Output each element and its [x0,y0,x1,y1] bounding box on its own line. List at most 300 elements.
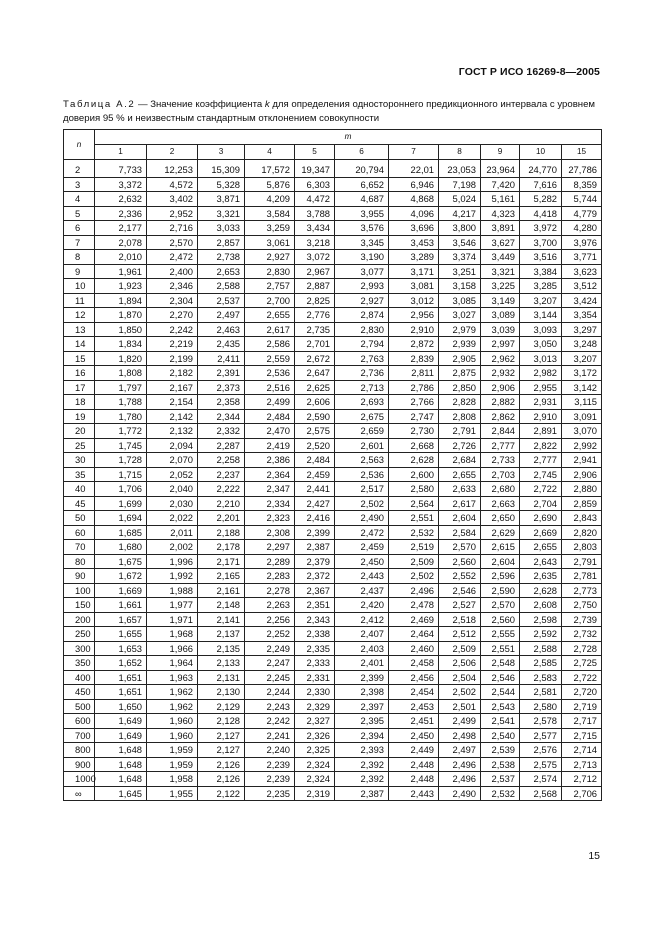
table-cell: 1,699 [95,496,147,511]
m-value-header: 15 [562,145,602,160]
table-cell: 2,781 [562,569,602,584]
table-cell: 2,586 [245,337,295,352]
table-row [64,772,602,787]
table-cell: 2,141 [198,612,245,627]
table-cell: 2,862 [481,409,520,424]
table-cell: 2,628 [520,583,562,598]
table-cell: 3,976 [562,235,602,250]
table-cell: 4,572 [147,177,198,192]
table-cell: 2,532 [389,525,439,540]
table-cell: 2,850 [439,380,481,395]
table-cell: 2,575 [520,757,562,772]
table-caption-k: k [264,99,270,110]
table-cell: 3,142 [562,380,602,395]
table-cell: 2,791 [439,424,481,439]
table-cell: 2,367 [295,583,335,598]
table-cell: 2,242 [147,322,198,337]
table-row [64,612,602,627]
table-row [64,496,602,511]
table-cell: 2,506 [439,656,481,671]
table-cell: 2,747 [389,409,439,424]
table-cell: 2,825 [295,293,335,308]
m-value-header: 8 [439,145,481,160]
table-cell: 2,690 [520,511,562,526]
table-cell: 2,647 [295,366,335,381]
table-cell: 2,650 [481,511,520,526]
table-cell: 5,328 [198,177,245,192]
table-cell: 2,693 [335,395,389,410]
table-cell: 2,580 [389,482,439,497]
row-n-value: 19 [64,409,95,424]
table-row [64,743,602,758]
table-cell: 2,910 [389,322,439,337]
table-cell: 2,655 [439,467,481,482]
table-cell: 3,453 [389,235,439,250]
table-cell: 2,570 [147,235,198,250]
table-cell: 2,882 [481,395,520,410]
table-cell: 2,135 [198,641,245,656]
table-cell: 2,171 [198,554,245,569]
table-cell: 4,472 [295,192,335,207]
table-cell: 17,572 [245,160,295,178]
row-n-value: 1000 [64,772,95,787]
row-n-value: 200 [64,612,95,627]
row-n-value: 25 [64,438,95,453]
table-row [64,583,602,598]
table-cell: 2,516 [245,380,295,395]
table-cell: 5,024 [439,192,481,207]
table-cell: 2,575 [295,424,335,439]
m-value-header: 6 [335,145,389,160]
table-cell: 1,797 [95,380,147,395]
table-cell: 3,081 [389,279,439,294]
row-n-value: 2 [64,160,95,178]
table-row [64,641,602,656]
table-cell: 1,894 [95,293,147,308]
row-n-value: 14 [64,337,95,352]
table-cell: 2,242 [245,714,295,729]
table-cell: 2,387 [335,786,389,801]
table-cell: 2,518 [439,612,481,627]
table-cell: 2,763 [335,351,389,366]
table-cell: 2,927 [245,250,295,265]
table-cell: 2,400 [147,264,198,279]
table-cell: 2,811 [389,366,439,381]
table-cell: 3,050 [520,337,562,352]
row-n-value: 400 [64,670,95,685]
table-cell: 2,040 [147,482,198,497]
table-cell: 2,722 [520,482,562,497]
table-cell: 2,675 [335,409,389,424]
table-row [64,264,602,279]
table-cell: 2,127 [198,743,245,758]
table-cell: 2,399 [335,670,389,685]
table-cell: 2,472 [147,250,198,265]
table-cell: 2,859 [562,496,602,511]
row-n-value: 12 [64,308,95,323]
table-cell: 3,424 [562,293,602,308]
table-cell: 2,830 [335,322,389,337]
table-cell: 2,730 [389,424,439,439]
table-cell: 24,770 [520,160,562,178]
table-cell: 2,844 [481,424,520,439]
table-cell: 2,745 [520,467,562,482]
table-cell: 2,130 [198,685,245,700]
row-n-value: 350 [64,656,95,671]
table-cell: 2,982 [520,366,562,381]
table-cell: 2,739 [562,612,602,627]
table-cell: 2,392 [335,757,389,772]
table-cell: 2,372 [295,569,335,584]
table-cell: 2,663 [481,496,520,511]
table-cell: 2,278 [245,583,295,598]
table-cell: 8,359 [562,177,602,192]
table-cell: 2,324 [295,757,335,772]
table-row [64,192,602,207]
table-cell: 2,379 [295,554,335,569]
table-cell: 3,384 [520,264,562,279]
table-cell: 2,240 [245,743,295,758]
table-cell: 1,958 [147,772,198,787]
table-cell: 2,126 [198,757,245,772]
table-cell: 3,093 [520,322,562,337]
table-cell: 3,248 [562,337,602,352]
table-cell: 2,336 [95,206,147,221]
table-cell: 1,653 [95,641,147,656]
table-cell: 2,875 [439,366,481,381]
table-cell: 2,777 [520,453,562,468]
table-cell: 2,633 [439,482,481,497]
table-cell: 2,490 [439,786,481,801]
row-n-value: 4 [64,192,95,207]
table-cell: 2,580 [520,699,562,714]
table-row [64,786,602,801]
table-cell: 1,959 [147,743,198,758]
row-n-value: 3 [64,177,95,192]
table-row [64,757,602,772]
table-cell: 1,850 [95,322,147,337]
table-cell: 2,241 [245,728,295,743]
table-cell: 2,070 [147,453,198,468]
table-cell: 2,843 [562,511,602,526]
table-cell: 2,464 [389,627,439,642]
table-cell: 4,217 [439,206,481,221]
row-n-value: 10 [64,279,95,294]
table-cell: 2,536 [335,467,389,482]
table-cell: 2,773 [562,583,602,598]
table-cell: 1,963 [147,670,198,685]
table-cell: 2,443 [389,786,439,801]
table-cell: 1,649 [95,728,147,743]
table-cell: 2,326 [295,728,335,743]
table-cell: 2,962 [481,351,520,366]
table-cell: 2,450 [335,554,389,569]
table-cell: 2,347 [245,482,295,497]
table-cell: 1,652 [95,656,147,671]
table-cell: 2,472 [335,525,389,540]
table-cell: 3,085 [439,293,481,308]
table-cell: 1,960 [147,728,198,743]
table-cell: 2,544 [481,685,520,700]
row-n-value: 800 [64,743,95,758]
table-cell: 12,253 [147,160,198,178]
table-row [64,293,602,308]
table-cell: 4,096 [389,206,439,221]
table-cell: 2,786 [389,380,439,395]
table-cell: 2,932 [481,366,520,381]
table-cell: 1,780 [95,409,147,424]
table-cell: 6,652 [335,177,389,192]
table-cell: 2,732 [562,627,602,642]
table-cell: 2,502 [389,569,439,584]
table-cell: 2,478 [389,598,439,613]
table-cell: 1,960 [147,714,198,729]
table-cell: 2,148 [198,598,245,613]
table-caption [63,98,603,126]
table-cell: 2,201 [198,511,245,526]
table-cell: 1,680 [95,540,147,555]
table-cell: 2,460 [389,641,439,656]
table-cell: 4,209 [245,192,295,207]
table-cell: 2,188 [198,525,245,540]
table-cell: 2,399 [295,525,335,540]
table-row [64,160,602,178]
table-row [64,467,602,482]
table-row [64,656,602,671]
table-cell: 2,335 [295,641,335,656]
table-cell: 2,736 [335,366,389,381]
table-cell: 2,243 [245,699,295,714]
table-caption-text-2: для определения одностороннего предикционного интервала с уровнем доверия 95 % и неизвестным стандартным отклонением совокупности [63,99,596,124]
row-n-value: 17 [64,380,95,395]
table-cell: 2,219 [147,337,198,352]
table-header-row-1 [64,130,602,145]
table-cell: 2,598 [520,612,562,627]
table-cell: 3,172 [562,366,602,381]
table-cell: 2,551 [389,511,439,526]
row-n-value: 15 [64,351,95,366]
table-cell: 1,988 [147,583,198,598]
table-cell: 2,499 [245,395,295,410]
table-cell: 2,502 [439,685,481,700]
table-cell: 2,941 [562,453,602,468]
table-cell: 2,777 [481,438,520,453]
table-cell: 3,171 [389,264,439,279]
table-cell: 1,964 [147,656,198,671]
table-cell: 2,713 [335,380,389,395]
m-value-header: 10 [520,145,562,160]
table-cell: 2,338 [295,627,335,642]
table-cell: 2,177 [95,221,147,236]
table-cell: 2,142 [147,409,198,424]
row-n-value: 20 [64,424,95,439]
table-cell: 2,334 [245,496,295,511]
table-cell: 2,706 [562,786,602,801]
table-cell: 2,570 [481,598,520,613]
row-n-value: 16 [64,366,95,381]
table-cell: 2,880 [562,482,602,497]
table-cell: 2,122 [198,786,245,801]
table-row [64,525,602,540]
table-cell: 2,720 [562,685,602,700]
table-row [64,351,602,366]
table-cell: 2,715 [562,728,602,743]
table-cell: 2,537 [481,772,520,787]
table-row [64,598,602,613]
table-cell: 2,617 [439,496,481,511]
table-cell: 2,583 [520,670,562,685]
row-n-value: 70 [64,540,95,555]
table-cell: 7,198 [439,177,481,192]
m-value-header: 7 [389,145,439,160]
table-cell: 3,297 [562,322,602,337]
row-n-value: 60 [64,525,95,540]
table-cell: 2,330 [295,685,335,700]
row-n-value: 5 [64,206,95,221]
table-cell: 2,395 [335,714,389,729]
table-cell: 1,923 [95,279,147,294]
table-cell: 1,715 [95,467,147,482]
table-cell: 2,094 [147,438,198,453]
table-cell: 1,648 [95,772,147,787]
table-cell: 2,967 [295,264,335,279]
table-cell: 3,089 [481,308,520,323]
table-cell: 2,470 [245,424,295,439]
table-cell: 2,564 [389,496,439,511]
row-n-value: 8 [64,250,95,265]
table-cell: 3,218 [295,235,335,250]
table-cell: 2,199 [147,351,198,366]
table-cell: 2,750 [562,598,602,613]
table-cell: 2,263 [245,598,295,613]
table-cell: 2,891 [520,424,562,439]
table-cell: 3,144 [520,308,562,323]
m-value-header: 1 [95,145,147,160]
table-cell: 2,541 [481,714,520,729]
table-cell: 2,403 [335,641,389,656]
table-cell: 2,601 [335,438,389,453]
table-cell: 2,010 [95,250,147,265]
table-cell: 2,537 [198,293,245,308]
table-cell: 2,501 [439,699,481,714]
table-cell: 2,419 [245,438,295,453]
table-cell: 2,078 [95,235,147,250]
table-cell: 2,165 [198,569,245,584]
table-cell: 2,874 [335,308,389,323]
table-cell: 2,538 [481,757,520,772]
table-cell: 3,190 [335,250,389,265]
table-cell: 2,857 [198,235,245,250]
table-row [64,511,602,526]
table-cell: 2,713 [562,757,602,772]
table-cell: 2,325 [295,743,335,758]
table-cell: 2,484 [295,453,335,468]
table-row [64,569,602,584]
table-cell: 2,392 [335,772,389,787]
table-cell: 2,543 [481,699,520,714]
table-cell: 2,517 [335,482,389,497]
table-cell: 2,596 [481,569,520,584]
table-cell: 1,820 [95,351,147,366]
table-cell: 2,592 [520,627,562,642]
row-n-value: 45 [64,496,95,511]
table-cell: 2,574 [520,772,562,787]
table-cell: 2,791 [562,554,602,569]
table-cell: 2,407 [335,627,389,642]
table-cell: 2,161 [198,583,245,598]
table-cell: 2,346 [147,279,198,294]
table-cell: 2,725 [562,656,602,671]
table-cell: 2,258 [198,453,245,468]
table-row [64,728,602,743]
table-cell: 1,645 [95,786,147,801]
table-cell: 1,808 [95,366,147,381]
row-n-value: 40 [64,482,95,497]
table-cell: 2,283 [245,569,295,584]
table-cell: 2,448 [389,757,439,772]
table-cell: 3,972 [520,221,562,236]
table-cell: 2,237 [198,467,245,482]
table-cell: 2,820 [562,525,602,540]
table-cell: 5,161 [481,192,520,207]
table-cell: 2,420 [335,598,389,613]
table-cell: 2,249 [245,641,295,656]
table-cell: 2,828 [439,395,481,410]
table-cell: 7,616 [520,177,562,192]
table-cell: 2,539 [481,743,520,758]
table-cell: 1,788 [95,395,147,410]
table-cell: 2,839 [389,351,439,366]
table-cell: 19,347 [295,160,335,178]
table-cell: 2,504 [439,670,481,685]
table-cell: 3,546 [439,235,481,250]
table-cell: 2,324 [295,772,335,787]
table-cell: 2,448 [389,772,439,787]
table-cell: 2,872 [389,337,439,352]
row-n-value: ∞ [64,786,95,801]
table-cell: 2,726 [439,438,481,453]
table-row [64,685,602,700]
table-cell: 2,735 [295,322,335,337]
table-cell: 2,469 [389,612,439,627]
table-cell: 3,027 [439,308,481,323]
table-cell: 2,546 [481,670,520,685]
m-value-header: 2 [147,145,198,160]
table-cell: 2,551 [481,641,520,656]
table-row [64,540,602,555]
row-n-value: 80 [64,554,95,569]
m-value-header: 4 [245,145,295,160]
table-cell: 2,520 [295,438,335,453]
table-cell: 1,649 [95,714,147,729]
table-cell: 2,332 [198,424,245,439]
table-cell: 2,830 [245,264,295,279]
table-cell: 3,576 [335,221,389,236]
table-cell: 20,794 [335,160,389,178]
table-cell: 2,643 [520,554,562,569]
table-cell: 2,576 [520,743,562,758]
table-cell: 2,394 [335,728,389,743]
table-cell: 3,033 [198,221,245,236]
table-cell: 2,167 [147,380,198,395]
table-cell: 2,323 [245,511,295,526]
table-cell: 2,992 [562,438,602,453]
table-cell: 1,968 [147,627,198,642]
table-cell: 2,245 [245,670,295,685]
table-cell: 2,617 [245,322,295,337]
row-n-value: 13 [64,322,95,337]
table-cell: 3,012 [389,293,439,308]
